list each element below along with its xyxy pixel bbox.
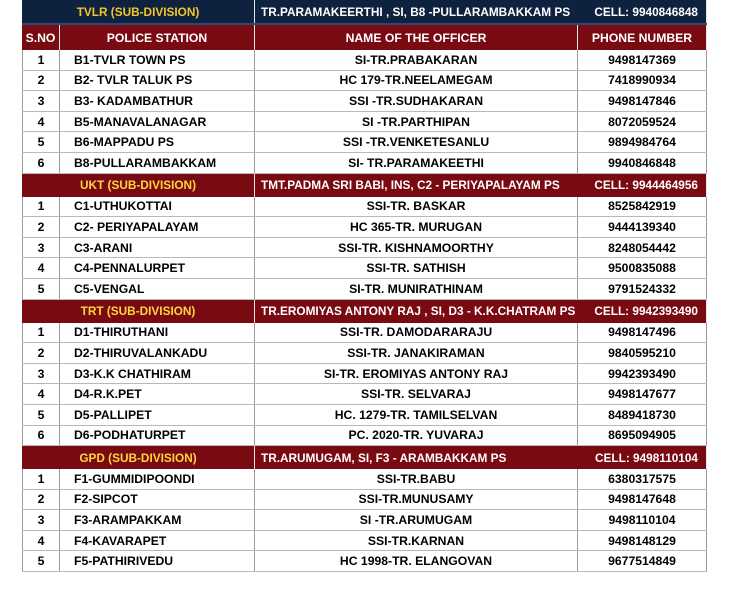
row-sno: 2 [22, 71, 60, 91]
row-sno: 6 [22, 153, 60, 173]
row-phone: 9940846848 [578, 153, 707, 173]
row-sno: 1 [22, 197, 60, 217]
table-row [22, 551, 707, 572]
table-row [22, 364, 707, 385]
row-station: F2-SIPCOT [60, 490, 255, 510]
table-row [22, 258, 707, 279]
table-row [22, 323, 707, 344]
col-phone-header: PHONE NUMBER [578, 25, 707, 50]
row-officer: SI -TR.ARUMUGAM [255, 510, 578, 530]
row-phone: 9498147846 [578, 91, 707, 111]
table-row [22, 405, 707, 426]
row-sno: 3 [22, 91, 60, 111]
table-row [22, 469, 707, 490]
row-officer: HC. 1279-TR. TAMILSELVAN [255, 405, 578, 425]
row-officer: SSI-TR.BABU [255, 469, 578, 489]
row-sno: 5 [22, 405, 60, 425]
row-officer: SI- TR.PARAMAKEETHI [255, 153, 578, 173]
subdivision-header-tvlr [22, 0, 707, 25]
row-phone: 9444139340 [578, 217, 707, 237]
row-sno: 4 [22, 531, 60, 551]
row-officer: SSI-TR. SELVARAJ [255, 384, 578, 404]
subdivision-header-trt [22, 300, 707, 323]
row-phone: 8072059524 [578, 112, 707, 132]
row-station: F5-PATHIRIVEDU [60, 551, 255, 571]
row-officer: SSI -TR.SUDHAKARAN [255, 91, 578, 111]
table-row [22, 217, 707, 238]
row-officer: SI -TR.PARTHIPAN [255, 112, 578, 132]
row-officer: SSI-TR.MUNUSAMY [255, 490, 578, 510]
row-station: C5-VENGAL [60, 279, 255, 299]
row-station: C3-ARANI [60, 238, 255, 258]
row-officer: SI-TR.PRABAKARAN [255, 50, 578, 70]
subdivision-officer: TR.EROMIYAS ANTONY RAJ , SI, D3 - K.K.CHATRAM PS [261, 304, 576, 319]
subdivision-officer-info [255, 446, 707, 469]
row-station: D3-K.K CHATHIRAM [60, 364, 255, 384]
column-header-row [22, 25, 707, 50]
row-station: B6-MAPPADU PS [60, 132, 255, 152]
table-row [22, 510, 707, 531]
row-officer: SSI-TR. JANAKIRAMAN [255, 343, 578, 363]
row-station: F4-KAVARAPET [60, 531, 255, 551]
table-row [22, 238, 707, 259]
row-station: D4-R.K.PET [60, 384, 255, 404]
row-station: B1-TVLR TOWN PS [60, 50, 255, 70]
subdivision-header-gpd [22, 446, 707, 469]
table-row [22, 71, 707, 92]
subdivision-officer: TMT.PADMA SRI BABI, INS, C2 - PERIYAPALAYAM PS [261, 178, 560, 193]
table-row [22, 197, 707, 218]
row-station: F1-GUMMIDIPOONDI [60, 469, 255, 489]
subdivision-officer: TR.ARUMUGAM, SI, F3 - ARAMBAKKAM PS [261, 450, 507, 465]
row-officer: SSI-TR. KISHNAMOORTHY [255, 238, 578, 258]
row-phone: 9942393490 [578, 364, 707, 384]
row-sno: 2 [22, 343, 60, 363]
row-officer: SI-TR. EROMIYAS ANTONY RAJ [255, 364, 578, 384]
row-phone: 9500835088 [578, 258, 707, 278]
row-station: B8-PULLARAMBAKKAM [60, 153, 255, 173]
row-phone: 8248054442 [578, 238, 707, 258]
row-station: D5-PALLIPET [60, 405, 255, 425]
row-phone: 8489418730 [578, 405, 707, 425]
row-station: D1-THIRUTHANI [60, 323, 255, 343]
table-row [22, 50, 707, 71]
row-station: B2- TVLR TALUK PS [60, 71, 255, 91]
table-row [22, 343, 707, 364]
row-phone: 9677514849 [578, 551, 707, 571]
subdivision-name: UKT (SUB-DIVISION) [22, 174, 255, 197]
subdivision-cell: CELL: 9944464956 [594, 178, 698, 193]
table-row [22, 426, 707, 447]
row-sno: 4 [22, 112, 60, 132]
row-officer: HC 179-TR.NEELAMEGAM [255, 71, 578, 91]
subdivision-cell: CELL: 9942393490 [594, 304, 698, 319]
row-station: C2- PERIYAPALAYAM [60, 217, 255, 237]
subdivision-cell: CELL: 9940846848 [594, 4, 698, 19]
subdivision-name: GPD (SUB-DIVISION) [22, 446, 255, 469]
row-sno: 1 [22, 50, 60, 70]
row-sno: 3 [22, 238, 60, 258]
row-phone: 9498147369 [578, 50, 707, 70]
row-station: D2-THIRUVALANKADU [60, 343, 255, 363]
row-officer: SSI-TR.KARNAN [255, 531, 578, 551]
row-phone: 8525842919 [578, 197, 707, 217]
row-officer: SSI-TR. BASKAR [255, 197, 578, 217]
subdivision-officer: TR.PARAMAKEERTHI , SI, B8 -PULLARAMBAKKAM PS [261, 4, 571, 19]
col-officer-header: NAME OF THE OFFICER [255, 25, 578, 50]
row-sno: 6 [22, 426, 60, 446]
subdivision-header-ukt [22, 174, 707, 197]
row-phone: 9498148129 [578, 531, 707, 551]
table-row [22, 490, 707, 511]
row-sno: 3 [22, 364, 60, 384]
subdivision-officer-info [255, 300, 707, 323]
subdivision-name: TRT (SUB-DIVISION) [22, 300, 255, 323]
police-contact-table [22, 0, 707, 572]
row-station: B5-MANAVALANAGAR [60, 112, 255, 132]
row-phone: 7418990934 [578, 71, 707, 91]
row-phone: 9894984764 [578, 132, 707, 152]
row-sno: 2 [22, 490, 60, 510]
row-officer: SSI-TR. DAMODARARAJU [255, 323, 578, 343]
row-sno: 3 [22, 510, 60, 530]
row-station: B3- KADAMBATHUR [60, 91, 255, 111]
col-station-header: POLICE STATION [60, 25, 255, 50]
row-phone: 6380317575 [578, 469, 707, 489]
row-officer: HC 1998-TR. ELANGOVAN [255, 551, 578, 571]
row-phone: 8695094905 [578, 426, 707, 446]
row-officer: SSI-TR. SATHISH [255, 258, 578, 278]
row-sno: 4 [22, 384, 60, 404]
row-sno: 1 [22, 323, 60, 343]
table-row [22, 384, 707, 405]
row-station: C4-PENNALURPET [60, 258, 255, 278]
row-sno: 4 [22, 258, 60, 278]
row-sno: 5 [22, 132, 60, 152]
row-station: F3-ARAMPAKKAM [60, 510, 255, 530]
row-sno: 5 [22, 279, 60, 299]
row-phone: 9498147496 [578, 323, 707, 343]
row-phone: 9498147677 [578, 384, 707, 404]
row-sno: 1 [22, 469, 60, 489]
table-row [22, 91, 707, 112]
row-station: C1-UTHUKOTTAI [60, 197, 255, 217]
table-row [22, 279, 707, 300]
row-officer: HC 365-TR. MURUGAN [255, 217, 578, 237]
subdivision-officer-info [255, 0, 707, 23]
row-phone: 9791524332 [578, 279, 707, 299]
row-phone: 9840595210 [578, 343, 707, 363]
col-sno-header: S.NO [22, 25, 60, 50]
table-row [22, 153, 707, 174]
table-row [22, 132, 707, 153]
row-officer: PC. 2020-TR. YUVARAJ [255, 426, 578, 446]
row-officer: SSI -TR.VENKETESANLU [255, 132, 578, 152]
row-phone: 9498147648 [578, 490, 707, 510]
row-station: D6-PODHATURPET [60, 426, 255, 446]
row-sno: 5 [22, 551, 60, 571]
subdivision-cell: CELL: 9498110104 [595, 450, 698, 465]
row-phone: 9498110104 [578, 510, 707, 530]
table-row [22, 531, 707, 552]
row-sno: 2 [22, 217, 60, 237]
subdivision-officer-info [255, 174, 707, 197]
row-officer: SI-TR. MUNIRATHINAM [255, 279, 578, 299]
table-row [22, 112, 707, 133]
subdivision-name: TVLR (SUB-DIVISION) [22, 0, 255, 23]
